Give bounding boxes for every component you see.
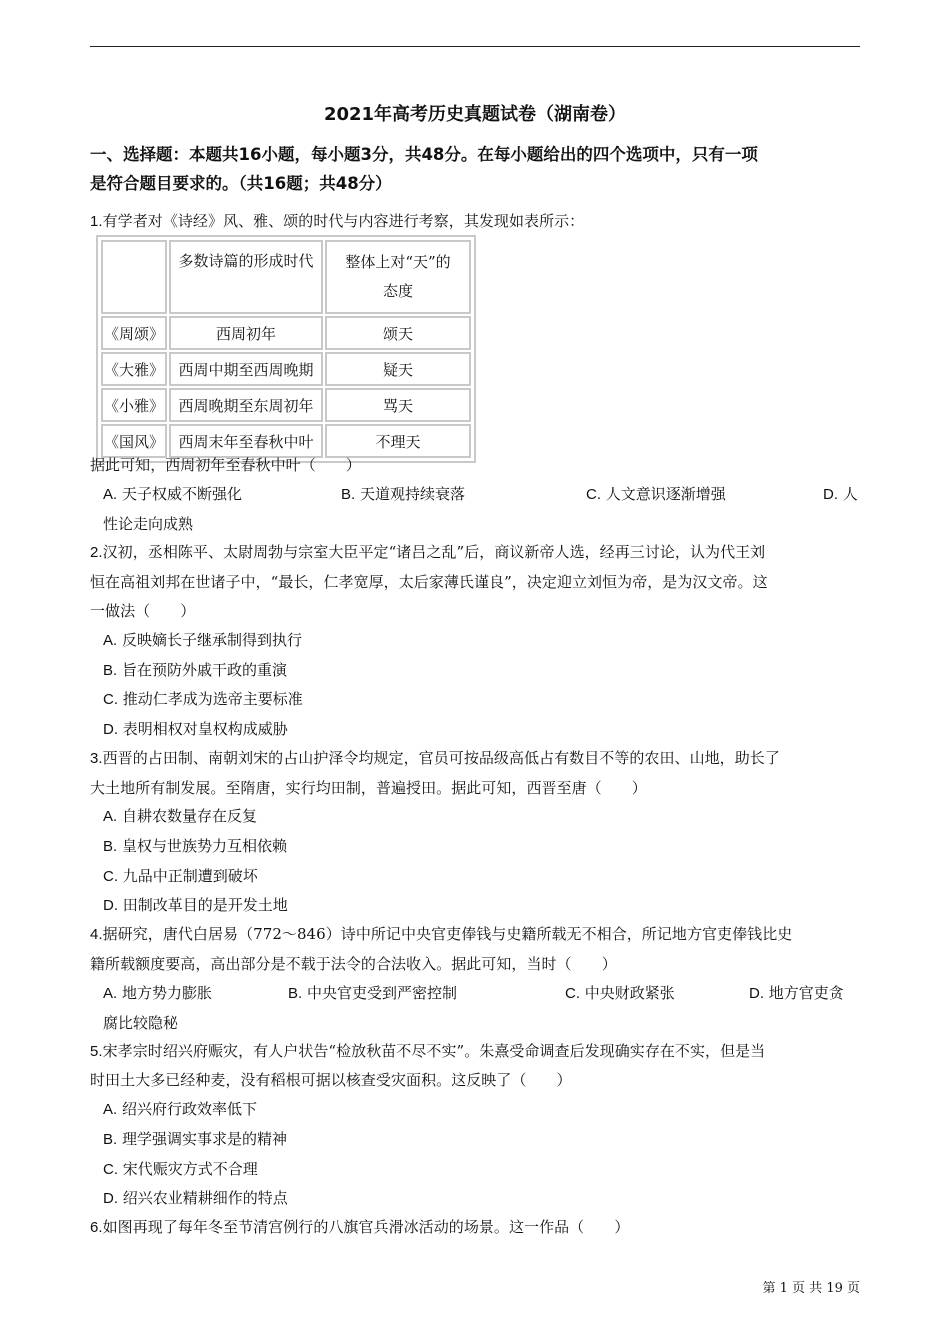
table-row: 《周颂》 西周初年 颂天 — [101, 316, 471, 350]
table-header-attitude: 整体上对“天”的 态度 — [325, 240, 471, 314]
question-1-option-d-continued: 性论走向成熟 — [103, 515, 194, 533]
question-2-stem-line-2: 恒在高祖刘邦在世诸子中，“最长，仁孝宽厚，太后家薄氏谨良”，决定迎立刘恒为帝，是为汉文帝。这 — [90, 573, 768, 591]
question-4-option-c: C. 中央财政紧张 — [565, 984, 675, 1002]
page-title: 2021年高考历史真题试卷（湖南卷） — [323, 104, 627, 125]
header-rule — [90, 46, 860, 47]
question-4-option-a: A. 地方势力膨胀 — [103, 984, 212, 1002]
question-5-option-a: A. 绍兴府行政效率低下 — [103, 1100, 257, 1118]
question-2-option-a: A. 反映嫡长子继承制得到执行 — [103, 631, 302, 649]
question-1-option-d: D. 人 — [823, 485, 858, 503]
question-3-stem-line-1: 3.西晋的占田制、南朝刘宋的占山护泽令均规定，官员可按品级高低占有数目不等的农田、山地，助长了 — [90, 749, 780, 767]
question-3-option-a: A. 自耕农数量存在反复 — [103, 807, 257, 825]
question-5-option-d: D. 绍兴农业精耕细作的特点 — [103, 1189, 288, 1207]
table-row: 《大雅》 西周中期至西周晚期 疑天 — [101, 352, 471, 386]
question-5-stem-line-2: 时田土大多已经种麦，没有稻根可据以核查受灾面积。这反映了（ ） — [90, 1071, 572, 1089]
question-3-stem-line-2: 大土地所有制发展。至隋唐，实行均田制，普遍授田。据此可知，西晋至唐（ ） — [90, 779, 647, 797]
question-4-option-d-continued: 腐比较隐秘 — [103, 1014, 179, 1032]
question-2-option-b: B. 旨在预防外戚干政的重演 — [103, 661, 287, 679]
question-3-option-c: C. 九品中正制遭到破坏 — [103, 867, 258, 885]
question-4-stem-line-1: 4.据研究，唐代白居易（772～846）诗中所记中央官吏俸钱与史籍所载无不相合，所记地方官吏俸钱比史 — [90, 925, 793, 943]
question-1-option-c: C. 人文意识逐渐增强 — [586, 485, 726, 503]
question-1-option-b: B. 天道观持续衰落 — [341, 485, 465, 503]
question-1-stem: 1.有学者对《诗经》风、雅、颂的时代与内容进行考察，其发现如表所示： — [90, 212, 585, 230]
section-heading-line-2: 是符合题目要求的。（共16题；共48分） — [90, 174, 392, 193]
question-3-option-b: B. 皇权与世族势力互相依赖 — [103, 837, 287, 855]
question-6-stem: 6.如图再现了每年冬至节清宫例行的八旗官兵滑冰活动的场景。这一作品（ ） — [90, 1218, 630, 1236]
section-heading — [90, 140, 862, 198]
section-heading-line-1: 一、选择题：本题共16小题，每小题3分，共48分。在每小题给出的四个选项中，只有一项 — [90, 145, 758, 164]
question-2-stem-line-1: 2.汉初，丞相陈平、太尉周勃与宗室大臣平定“诸吕之乱”后，商议新帝人选，经再三讨论，认为代王刘 — [90, 543, 766, 561]
question-5-stem-line-1: 5.宋孝宗时绍兴府赈灾，有人户状告“检放秋苗不尽不实”。朱熹受命调查后发现确实存在不实，但是当 — [90, 1042, 766, 1060]
question-1-question: 据此可知，西周初年至春秋中叶（ ） — [90, 456, 361, 474]
question-2-stem-line-3: 一做法（ ） — [90, 602, 196, 620]
question-5-option-b: B. 理学强调实事求是的精神 — [103, 1130, 287, 1148]
question-4-stem-line-2: 籍所载额度要高，高出部分是不载于法令的合法收入。据此可知，当时（ ） — [90, 955, 617, 973]
table-header-empty — [101, 240, 167, 314]
question-5-option-c: C. 宋代赈灾方式不合理 — [103, 1160, 258, 1178]
question-4-option-d: D. 地方官吏贪 — [749, 984, 844, 1002]
question-1-option-a: A. 天子权威不断强化 — [103, 485, 242, 503]
question-3-option-d: D. 田制改革目的是开发土地 — [103, 896, 288, 914]
table-header-era: 多数诗篇的形成时代 — [169, 240, 323, 314]
question-1-table — [96, 235, 476, 463]
table-row: 《国风》 西周末年至春秋中叶 不理天 — [101, 424, 471, 458]
table-row: 《小雅》 西周晚期至东周初年 骂天 — [101, 388, 471, 422]
question-2-option-c: C. 推动仁孝成为选帝主要标准 — [103, 690, 303, 708]
question-4-option-b: B. 中央官吏受到严密控制 — [288, 984, 457, 1002]
page-number: 第 1 页 共 19 页 — [762, 1281, 860, 1296]
question-2-option-d: D. 表明相权对皇权构成威胁 — [103, 720, 288, 738]
